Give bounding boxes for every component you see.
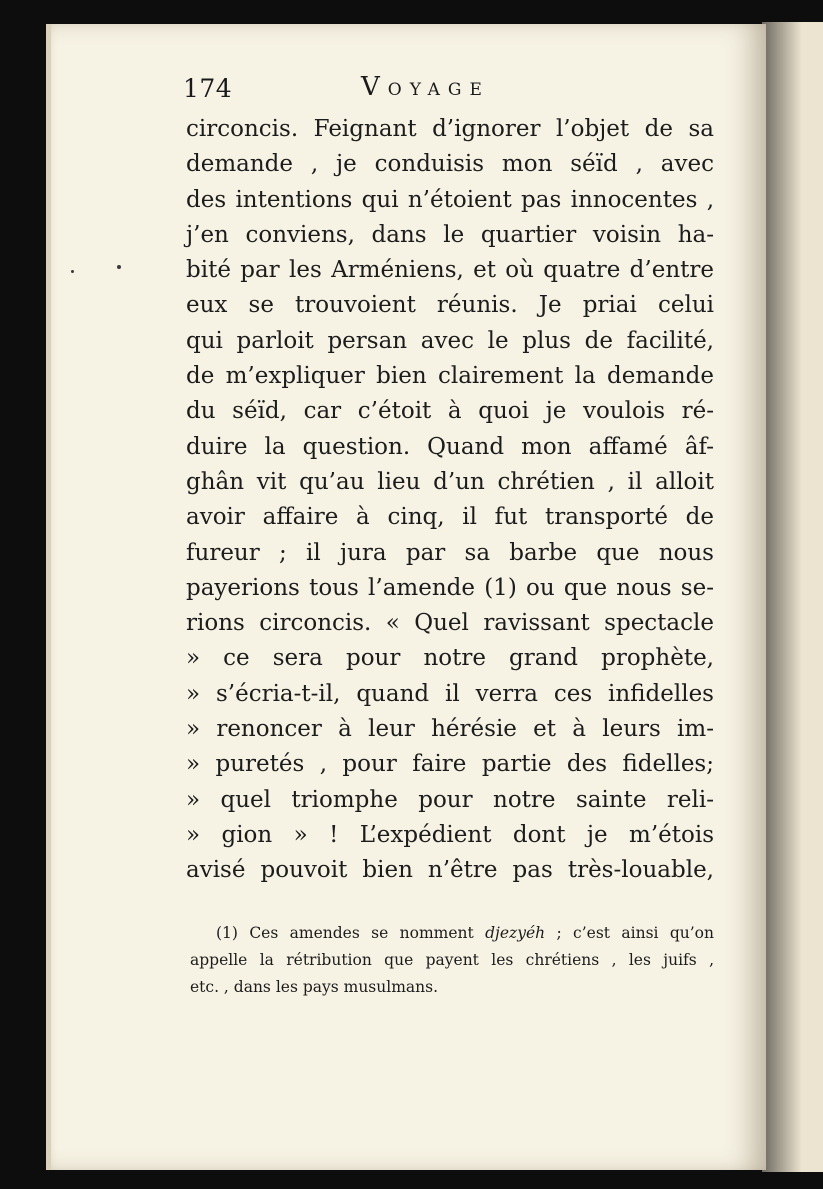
footnote-term: djezyéh — [485, 924, 546, 942]
text-line: avoir affaire à cinq, il fut transporté de — [186, 504, 714, 531]
footnote-line — [190, 920, 714, 947]
text-line: » renoncer à leur hérésie et à leurs im- — [186, 716, 714, 743]
text-line: de m’expliquer bien clairement la demande — [186, 363, 714, 390]
text-line: des intentions qui n’étoient pas innocentes , — [186, 186, 714, 213]
text-line: » puretés , pour faire partie des fidelles; — [186, 751, 714, 778]
text-line: avisé pouvoit bien n’être pas très-louable, — [186, 857, 714, 884]
footnote-text: ; c’est ainsi qu’on — [545, 924, 714, 942]
ink-speck — [71, 270, 74, 273]
text-line: bité par les Arméniens, et où quatre d’entre — [186, 257, 714, 284]
text-line: » ce sera pour notre grand prophète, — [186, 645, 714, 672]
footnote-text: (1) Ces amendes se nomment — [216, 924, 486, 942]
text-line: du séïd, car c’étoit à quoi je voulois ré- — [186, 398, 714, 425]
page-number: 174 — [183, 74, 233, 103]
text-line: duire la question. Quand mon affamé âf- — [186, 433, 714, 460]
text-line: circoncis. Feignant d’ignorer l’objet de sa — [186, 116, 714, 142]
text-line: payerions tous l’amende (1) ou que nous se- — [186, 574, 714, 601]
text-line: ghân vit qu’au lieu d’un chrétien , il alloit — [186, 468, 714, 495]
footnote-line: appelle la rétribution que payent les chrétiens , les juifs , — [190, 951, 714, 969]
page-left-edge — [46, 24, 51, 1170]
text-line: rions circoncis. « Quel ravissant spectacle — [186, 610, 714, 637]
text-line: » quel triomphe pour notre sainte reli- — [186, 786, 714, 813]
running-head: VOYAGE — [361, 72, 490, 102]
text-line: demande , je conduisis mon séïd , avec — [186, 151, 714, 178]
ink-speck — [117, 265, 121, 269]
footnote — [190, 920, 714, 1001]
text-line: fureur ; il jura par sa barbe que nous — [186, 539, 714, 566]
gutter-shadow — [762, 22, 802, 1172]
text-line: » gion » ! L’expédient dont je m’étois — [186, 821, 714, 848]
footnote-line: etc. , dans les pays musulmans. — [190, 978, 439, 996]
page-header — [183, 72, 743, 106]
body-text — [186, 112, 714, 889]
text-line: eux se trouvoient réunis. Je priai celui — [186, 292, 714, 319]
text-line: j’en conviens, dans le quartier voisin ha- — [186, 221, 714, 248]
text-line: » s’écria-t-il, quand il verra ces infidelles — [186, 680, 714, 707]
text-line: qui parloit persan avec le plus de facilité, — [186, 327, 714, 354]
